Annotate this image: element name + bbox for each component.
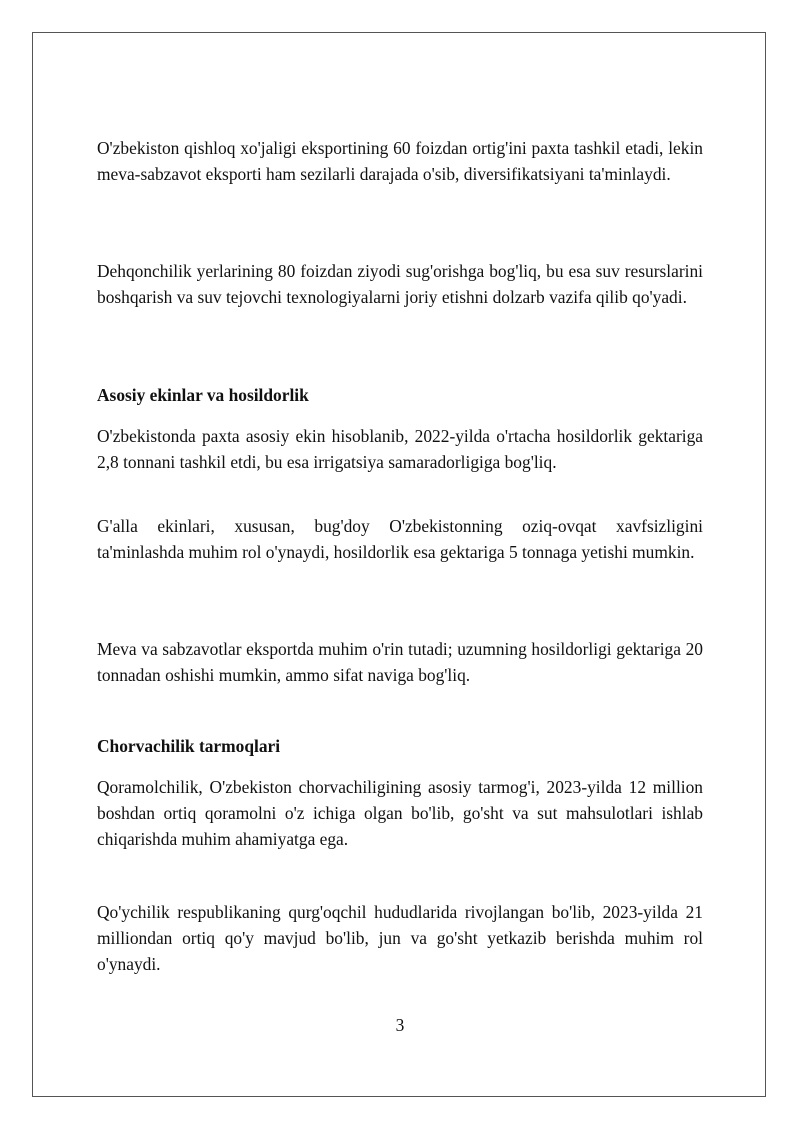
paragraph-cotton-exports: O'zbekiston qishloq xo'jaligi eksportining 60 foizdan ortig'ini paxta tashkil etadi, lekin meva-sabzavot eksporti ham sezilarli darajada o'sib, diversifikatsiyani ta'minlaydi.	[97, 138, 703, 184]
paragraph-sheep: Qo'ychilik respublikaning qurg'oqchil hududlarida rivojlangan bo'lib, 2023-yilda 21 milliondan ortiq qo'y mavjud bo'lib, jun va go'sht yetkazib berishda muhim rol o'ynaydi.	[97, 902, 703, 974]
paragraph-grain-crops: G'alla ekinlari, xususan, bug'doy O'zbekistonning oziq-ovqat xavfsizligini ta'minlashda muhim rol o'ynaydi, hosildorlik esa gektariga 5 tonnaga yetishi mumkin.	[97, 516, 703, 562]
section-heading-livestock: Chorvachilik tarmoqlari	[97, 736, 281, 756]
page-number: 3	[395, 1015, 405, 1035]
paragraph-fruits-vegetables: Meva va sabzavotlar eksportda muhim o'rin tutadi; uzumning hosildorligi gektariga 20 tonnadan oshishi mumkin, ammo sifat naviga bog'liq.	[97, 639, 703, 685]
paragraph-irrigation: Dehqonchilik yerlarining 80 foizdan ziyodi sug'orishga bog'liq, bu esa suv resurslarini boshqarish va suv tejovchi texnologiyalarni joriy etishni dolzarb vazifa qilib qo'yadi.	[97, 261, 703, 307]
paragraph-cotton-yield: O'zbekistonda paxta asosiy ekin hisoblanib, 2022-yilda o'rtacha hosildorlik gektariga 2,8 tonnani tashkil etdi, bu esa irrigatsiya samaradorligiga bog'liq.	[97, 426, 703, 472]
section-heading-crops: Asosiy ekinlar va hosildorlik	[97, 385, 309, 405]
paragraph-cattle: Qoramolchilik, O'zbekiston chorvachiligining asosiy tarmog'i, 2023-yilda 12 million boshdan ortiq qoramolni o'z ichiga olgan bo'lib, go'sht va sut mahsulotlari ishlab chiqarishda muhim ahamiyatga ega.	[97, 777, 703, 849]
